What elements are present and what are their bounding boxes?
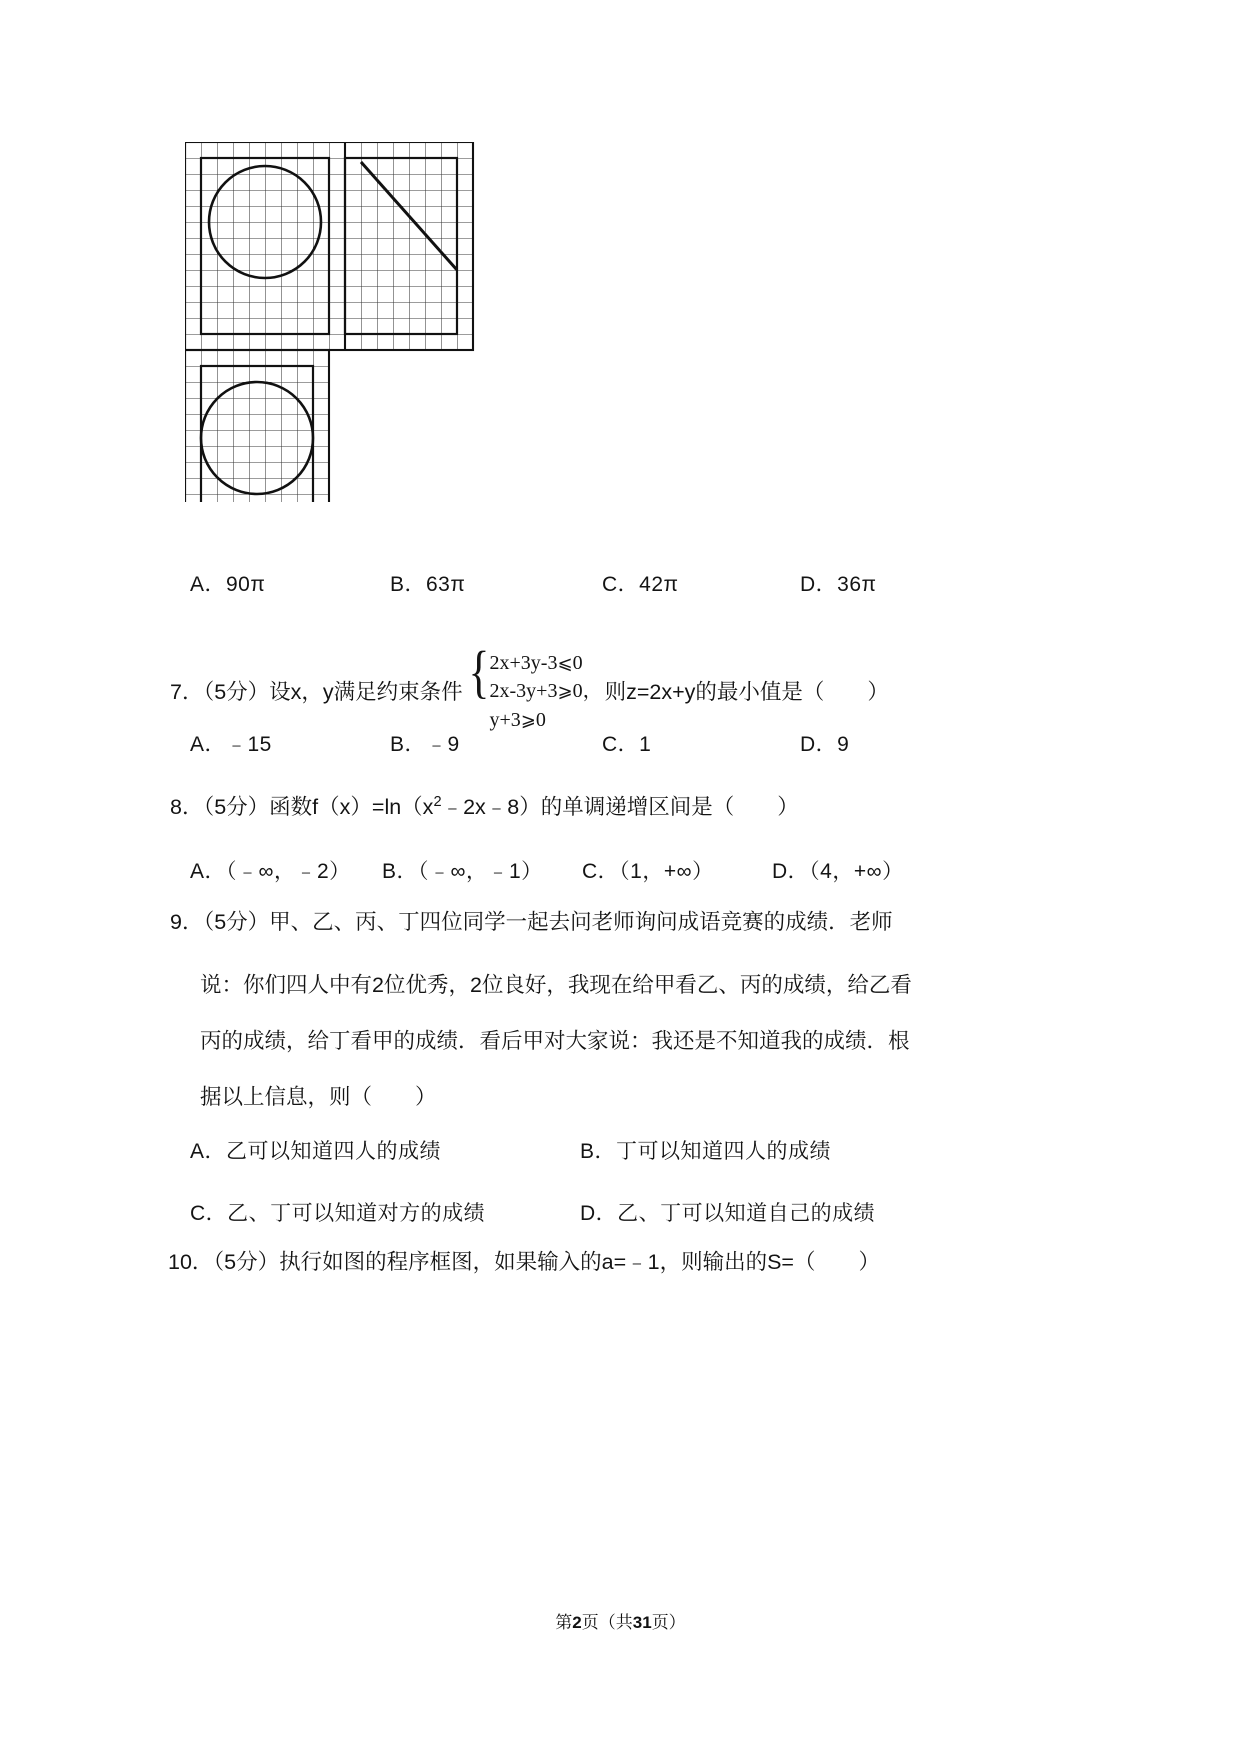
geometry-figure bbox=[185, 142, 515, 502]
q7-option-b[interactable]: B．﹣9 bbox=[390, 733, 460, 756]
q6-option-b[interactable]: B．63π bbox=[390, 573, 466, 596]
footer-prefix: 第 bbox=[555, 1613, 573, 1632]
q8-exponent: 2 bbox=[433, 794, 442, 810]
q8-text-post: ﹣2x﹣8）的单调递增区间是（ ） bbox=[441, 795, 799, 820]
question-7 bbox=[170, 639, 889, 733]
question-8 bbox=[170, 795, 1070, 819]
q9-option-d[interactable]: D．乙、丁可以知道自己的成绩 bbox=[580, 1202, 876, 1225]
q7-lead: 7．（5分）设x，y满足约束条件 bbox=[170, 680, 463, 705]
question-9-line-1: 9．（5分）甲、乙、丙、丁四位同学一起去问老师询问成语竞赛的成绩．老师 bbox=[170, 910, 893, 934]
q7-option-d[interactable]: D．9 bbox=[800, 733, 850, 756]
footer-suffix: 页） bbox=[651, 1613, 686, 1632]
left-brace-icon: { bbox=[468, 639, 490, 704]
q9-option-b[interactable]: B．丁可以知道四人的成绩 bbox=[580, 1140, 832, 1163]
q6-option-d[interactable]: D．36π bbox=[800, 573, 877, 596]
q8-text-pre: 8．（5分）函数f（x）=ln（x bbox=[170, 795, 434, 820]
q9-option-a[interactable]: A．乙可以知道四人的成绩 bbox=[190, 1140, 442, 1163]
q7-ineq-2: 2x-3y+3⩾0， bbox=[489, 680, 603, 703]
grid-bottom-block bbox=[185, 350, 329, 502]
question-9-line-2: 说：你们四人中有2位优秀，2位良好，我现在给甲看乙、丙的成绩，给乙看 bbox=[200, 973, 912, 997]
q7-inequalities bbox=[490, 649, 603, 734]
question-10: 10．（5分）执行如图的程序框图，如果输入的a=﹣1，则输出的S=（ ） bbox=[168, 1250, 880, 1274]
q7-tail: 则z=2x+y的最小值是（ ） bbox=[604, 680, 889, 705]
q7-option-c[interactable]: C．1 bbox=[602, 733, 652, 756]
q6-option-c[interactable]: C．42π bbox=[602, 573, 679, 596]
question-9-line-4: 据以上信息，则（ ） bbox=[200, 1085, 437, 1109]
q7-ineq-1: 2x+3y-3⩽0 bbox=[489, 652, 583, 674]
q8-option-b[interactable]: B．（﹣∞，﹣1） bbox=[382, 860, 543, 883]
question-9-line-3: 丙的成绩，给丁看甲的成绩．看后甲对大家说：我还是不知道我的成绩．根 bbox=[200, 1029, 910, 1053]
q7-ineq-3: y+3⩾0 bbox=[489, 708, 546, 731]
q7-system-brace bbox=[465, 639, 603, 734]
q9-options-row-2 bbox=[190, 1197, 1070, 1227]
q7-option-a[interactable]: A．﹣15 bbox=[190, 733, 272, 756]
footer-page-number: 2 bbox=[572, 1613, 582, 1632]
q8-option-d[interactable]: D．（4，+∞） bbox=[772, 860, 904, 883]
q7-options-row bbox=[190, 728, 1070, 758]
q8-options-row bbox=[190, 855, 1070, 885]
q6-options-row bbox=[190, 568, 1070, 598]
q8-option-c[interactable]: C．（1，+∞） bbox=[582, 860, 714, 883]
footer-total-pages: 31 bbox=[632, 1613, 652, 1632]
footer-middle: 页（共 bbox=[581, 1613, 633, 1632]
three-view-grid-svg bbox=[185, 142, 515, 502]
page-footer bbox=[0, 1608, 1241, 1633]
q9-option-c[interactable]: C．乙、丁可以知道对方的成绩 bbox=[190, 1202, 486, 1225]
q8-option-a[interactable]: A．（﹣∞，﹣2） bbox=[190, 860, 351, 883]
q6-option-a[interactable]: A．90π bbox=[190, 573, 266, 596]
q9-options-row-1 bbox=[190, 1135, 1070, 1165]
